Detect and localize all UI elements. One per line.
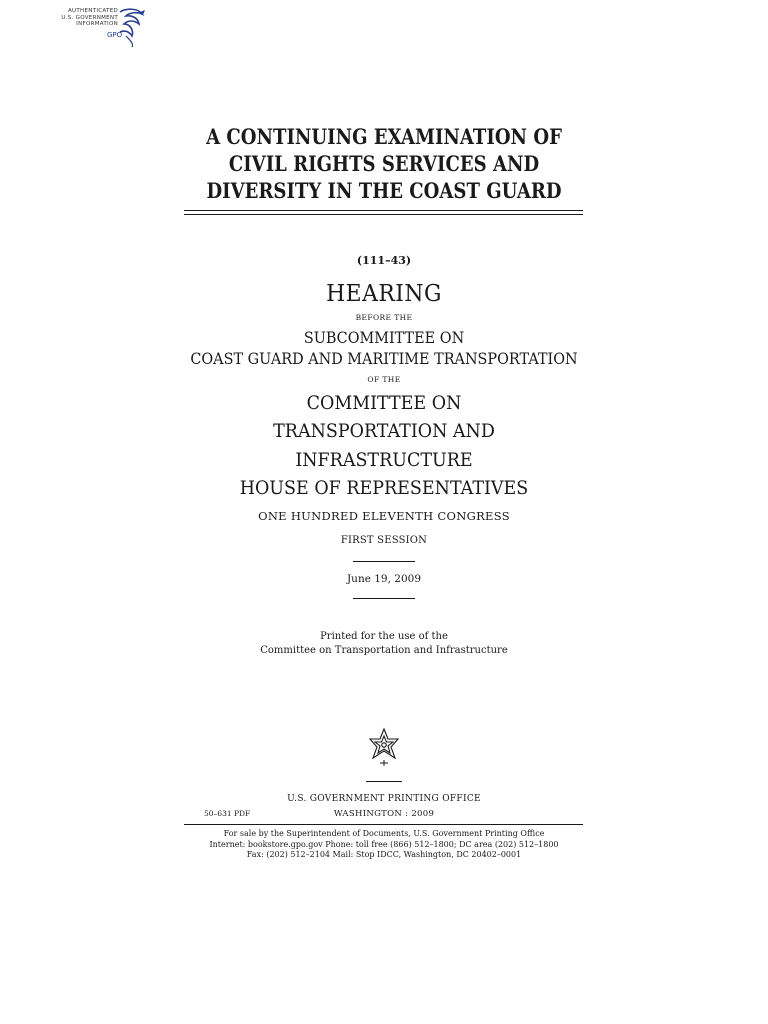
title-rule-bottom — [184, 214, 583, 215]
seal-text — [60, 8, 118, 28]
committee-line-1: COMMITTEE ON — [306, 392, 462, 414]
committee-line-4: HOUSE OF REPRESENTATIVES — [239, 477, 529, 499]
sale-line-2: Internet: bookstore.gpo.gov Phone: toll free (866) 512–1800; DC area (202) 512–1800 — [209, 839, 559, 849]
title-line-2: CIVIL RIGHTS SERVICES AND — [228, 151, 540, 176]
washington-year: WASHINGTON : 2009 — [333, 809, 435, 819]
printed-line-2: Committee on Transportation and Infrastructure — [260, 645, 508, 656]
subcommittee-line-2: COAST GUARD AND MARITIME TRANSPORTATION — [190, 349, 578, 368]
printed-line-1: Printed for the use of the — [320, 631, 448, 642]
of-the-label: OF THE — [367, 375, 401, 384]
printed-for-note — [0, 630, 768, 658]
serial-number: (111–43) — [356, 254, 412, 267]
gpo-authentication-seal — [60, 4, 150, 48]
title-line-1: A CONTINUING EXAMINATION OF — [206, 124, 562, 149]
pdf-code: 50–631 PDF — [204, 809, 251, 818]
star-ornament-icon — [364, 726, 404, 768]
seal-line-1: AUTHENTICATED — [68, 8, 118, 14]
committee-line-3: INFRASTRUCTURE — [295, 449, 473, 471]
congress-label: ONE HUNDRED ELEVENTH CONGRESS — [258, 509, 510, 523]
ornament-rule — [366, 781, 402, 782]
seal-gpo-mark: GPO — [107, 31, 123, 39]
committee-line-2: TRANSPORTATION AND — [273, 420, 495, 442]
subcommittee-line-1: SUBCOMMITTEE ON — [303, 328, 465, 347]
seal-line-3: INFORMATION — [76, 21, 118, 27]
footer-rule — [184, 824, 583, 825]
session-label: FIRST SESSION — [340, 535, 428, 546]
before-the-label: BEFORE THE — [355, 313, 413, 322]
title-rule-top — [184, 210, 583, 211]
title-line-3: DIVERSITY IN THE COAST GUARD — [206, 178, 562, 203]
sale-line-3: Fax: (202) 512–2104 Mail: Stop IDCC, Washington, DC 20402–0001 — [246, 850, 522, 859]
printing-office-name: U.S. GOVERNMENT PRINTING OFFICE — [287, 794, 481, 804]
eagle-icon — [112, 6, 152, 48]
sale-line-1: For sale by the Superintendent of Documents, U.S. Government Printing Office — [223, 829, 545, 838]
hearing-date: June 19, 2009 — [346, 573, 422, 585]
sale-notice — [0, 829, 768, 861]
date-rule-bottom — [353, 598, 415, 599]
date-rule-top — [353, 561, 415, 562]
document-title — [54, 123, 714, 204]
hearing-heading: HEARING — [326, 281, 442, 307]
seal-line-2: U.S. GOVERNMENT — [61, 14, 118, 21]
